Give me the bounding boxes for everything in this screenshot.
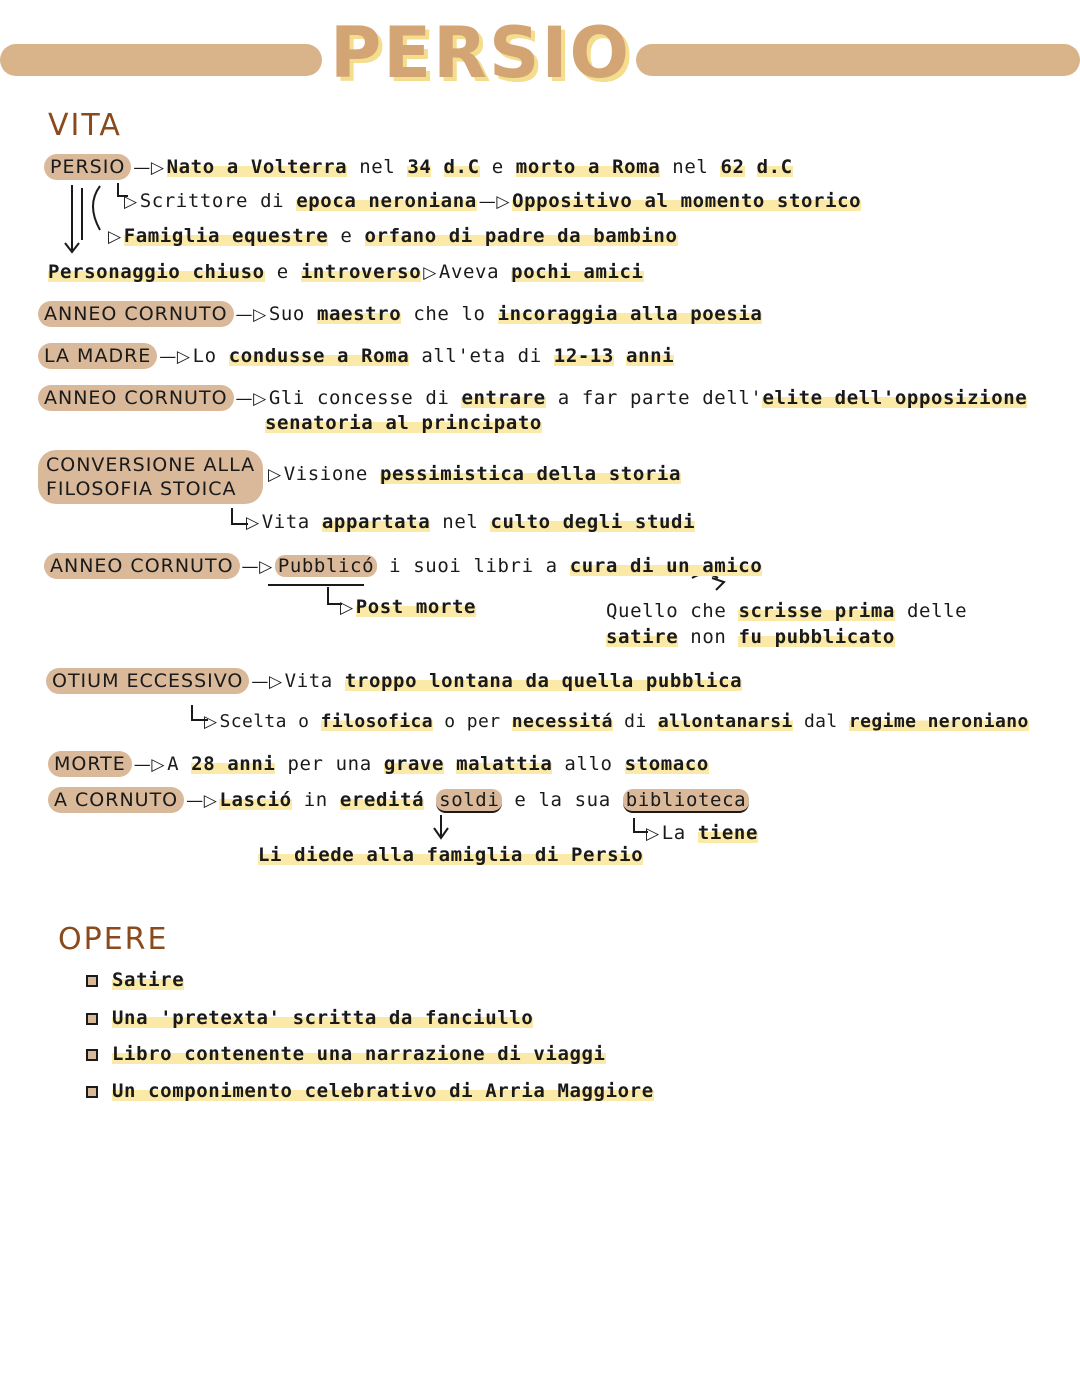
text: d.C — [443, 156, 480, 178]
row-scelta — [202, 711, 1029, 732]
label-a-cornuto: A CORNUTO — [48, 787, 184, 813]
arrow-icon: ▷ — [646, 824, 660, 844]
list-item — [86, 969, 184, 991]
text: per una — [287, 753, 372, 775]
arrow-icon: ▷ — [204, 712, 218, 732]
text: allo — [564, 753, 613, 775]
text: Aveva — [438, 261, 500, 283]
label-persio: PERSIO — [44, 154, 131, 180]
text: grave — [383, 753, 445, 775]
text: entrare — [461, 387, 546, 409]
text: 28 anni — [191, 753, 276, 775]
text: Vita — [284, 670, 333, 692]
row-anneo-2-cont — [265, 412, 542, 434]
text: elite dell'opposizione — [762, 387, 1028, 409]
text: Gli concesse di — [268, 387, 450, 409]
text: pessimistica della storia — [380, 463, 681, 485]
text: filosofica — [320, 711, 434, 732]
text: o — [298, 711, 310, 732]
text: nel — [442, 511, 479, 533]
label-otium: OTIUM ECCESSIVO — [46, 668, 249, 694]
arrow-icon: —▷ — [159, 347, 191, 367]
text: e — [340, 225, 353, 247]
text-year: 34 — [407, 156, 432, 178]
arrow-icon: —▷ — [235, 305, 267, 325]
text: Famiglia equestre — [123, 225, 329, 247]
text: d.C — [756, 156, 793, 178]
text: Scelta — [219, 711, 287, 732]
text: culto degli studi — [490, 511, 696, 533]
text: in — [303, 789, 328, 811]
text: incoraggia alla poesia — [497, 303, 763, 325]
text: cura di un amico — [569, 555, 763, 577]
note-satire-1 — [606, 600, 967, 622]
text: senatoria al principato — [265, 412, 542, 434]
text-born: Nato a Volterra — [166, 156, 348, 178]
text: allontanarsi — [657, 711, 793, 732]
row-vita-appartata — [244, 511, 695, 533]
arrow-icon: —▷ — [133, 158, 165, 178]
text: appartata — [321, 511, 431, 533]
row-post-morte — [338, 596, 476, 618]
list-item — [86, 1007, 533, 1029]
text: e — [491, 156, 504, 178]
text: che lo — [413, 303, 486, 325]
text: o per — [444, 711, 501, 732]
arrow-icon: ▷ — [246, 513, 260, 533]
row-morte — [48, 751, 709, 777]
text: nel — [672, 156, 709, 178]
label-anneo-cornuto: ANNEO CORNUTO — [38, 301, 234, 327]
text: troppo lontana da quella pubblica — [344, 670, 743, 692]
text: Vita — [261, 511, 310, 533]
text: e — [276, 261, 289, 283]
section-heading-vita: VITA — [48, 108, 122, 143]
row-personality — [48, 261, 644, 283]
text: satire — [606, 626, 679, 648]
text-soldi: soldi — [436, 789, 502, 813]
label-conversione — [38, 450, 263, 504]
text: all'eta di — [421, 345, 542, 367]
text: i suoi libri a — [389, 555, 558, 577]
row-a-cornuto — [48, 787, 749, 813]
text: stomaco — [624, 753, 709, 775]
text: a far parte dell' — [557, 387, 763, 409]
text: necessitá — [511, 711, 613, 732]
text-died: morto a Roma — [515, 156, 661, 178]
text: orfano di padre da bambino — [364, 225, 678, 247]
text: di — [624, 711, 647, 732]
text: La — [661, 822, 686, 844]
section-heading-opere: OPERE — [58, 922, 169, 957]
row-anneo-1 — [38, 301, 762, 327]
text: FILOSOFIA STOICA — [46, 478, 237, 500]
label-anneo-cornuto: ANNEO CORNUTO — [44, 553, 240, 579]
arrow-icon: ▷ — [268, 465, 282, 485]
arrow-icon: ▷ — [340, 598, 354, 618]
bullet-icon — [86, 1049, 98, 1061]
text: non — [690, 626, 727, 648]
text: delle — [907, 600, 968, 622]
row-otium — [46, 668, 742, 694]
text: condusse a Roma — [228, 345, 410, 367]
text: Lo — [192, 345, 217, 367]
text-pubblico: Pubblicó — [275, 555, 377, 577]
list-item — [86, 1043, 606, 1065]
text: Visione — [283, 463, 368, 485]
text: regime neroniano — [848, 711, 1029, 732]
text: 12-13 — [553, 345, 614, 367]
row-persio-birth — [44, 154, 793, 180]
row-writer — [122, 190, 861, 212]
text: Lasció — [219, 789, 292, 811]
text: Suo — [268, 303, 305, 325]
row-conversione — [266, 463, 681, 485]
arrow-icon: —▷ — [133, 755, 166, 775]
row-madre — [38, 343, 674, 369]
text: tiene — [697, 822, 759, 844]
text: Oppositivo al momento storico — [512, 190, 862, 212]
text: e la sua — [514, 789, 611, 811]
text: A — [167, 753, 180, 775]
text: pochi amici — [511, 261, 644, 283]
text: Post morte — [355, 596, 477, 618]
arrow-icon: —▷ — [235, 389, 267, 409]
bullet-icon — [86, 1013, 98, 1025]
text: Personaggio chiuso — [48, 261, 265, 283]
arrow-icon: ▷ — [124, 192, 138, 212]
label-la-madre: LA MADRE — [38, 343, 157, 369]
note-satire-2 — [606, 626, 895, 648]
text: malattia — [456, 753, 553, 775]
text: Li diede alla famiglia di Persio — [258, 844, 644, 866]
text: CONVERSIONE ALLA — [46, 454, 256, 476]
text-biblioteca: biblioteca — [623, 789, 749, 813]
row-famiglia — [258, 844, 643, 866]
text: anni — [626, 345, 675, 367]
text: epoca neroniana — [296, 190, 477, 212]
text: introverso — [300, 261, 422, 283]
text-year: 62 — [720, 156, 745, 178]
text: Una 'pretexta' scritta da fanciullo — [112, 1007, 534, 1029]
label-morte: MORTE — [48, 751, 132, 777]
page-title: PERSIO — [330, 12, 631, 94]
arrow-icon: ▷ — [423, 263, 437, 283]
text: Quello che — [606, 600, 727, 622]
text: Satire — [112, 969, 185, 991]
text: scrisse prima — [738, 600, 895, 622]
text: maestro — [316, 303, 402, 325]
row-la-tiene — [644, 822, 758, 844]
arrow-icon: —▷ — [478, 192, 511, 212]
text: nel — [359, 156, 396, 178]
list-item — [86, 1080, 654, 1102]
bullet-icon — [86, 1086, 98, 1098]
label-anneo-cornuto: ANNEO CORNUTO — [38, 385, 234, 411]
arrow-icon: ▷ — [108, 227, 122, 247]
text: fu pubblicato — [738, 626, 895, 648]
text: Scrittore di — [139, 190, 285, 212]
row-anneo-3 — [44, 553, 762, 579]
arrow-icon: —▷ — [251, 672, 283, 692]
text: dal — [803, 711, 838, 732]
arrow-icon: —▷ — [241, 557, 273, 577]
row-anneo-2 — [38, 385, 1027, 411]
arrow-icon: —▷ — [186, 791, 218, 811]
row-family — [106, 225, 678, 247]
text: Un componimento celebrativo di Arria Maggiore — [112, 1080, 654, 1102]
text: Libro contenente una narrazione di viaggi — [112, 1043, 606, 1065]
text: ereditá — [339, 789, 425, 811]
bullet-icon — [86, 975, 98, 987]
